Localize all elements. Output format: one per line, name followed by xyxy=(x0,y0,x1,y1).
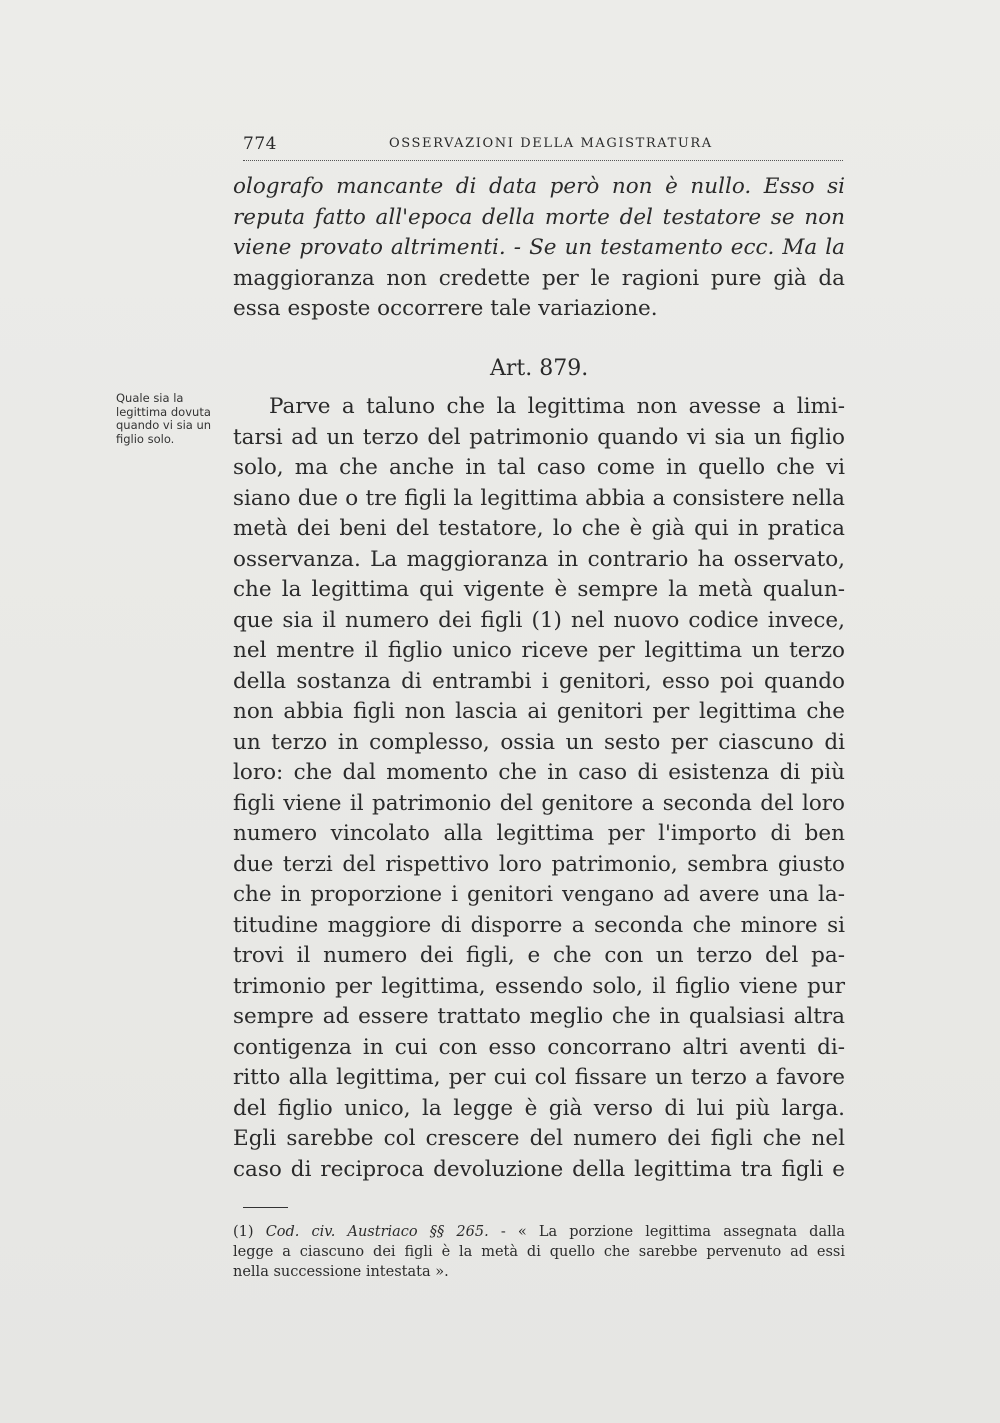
body-line: Egli sarebbe col crescere del numero dei figli che nel xyxy=(233,1126,845,1151)
body-paragraph xyxy=(233,392,845,1185)
body-line: trimonio per legittima, essendo solo, il figlio viene pur xyxy=(233,973,845,999)
body-line: metà dei beni del testatore, lo che è già qui in pratica xyxy=(233,516,845,541)
footnote xyxy=(233,1222,845,1282)
body-line: figli viene il patrimonio del genitore a seconda del loro xyxy=(233,790,845,816)
footnote-marker: (1) xyxy=(233,1224,254,1240)
body-line: sempre ad essere trattato meglio che in qualsiasi altra xyxy=(233,1004,845,1029)
intro-line: olografo mancante di data però non è nullo. Esso si xyxy=(233,174,845,199)
footnote-citation: Cod. civ. Austriaco §§ 265. xyxy=(265,1224,489,1240)
body-line: ritto alla legittima, per cui col fissare un terzo a favore xyxy=(233,1065,845,1090)
page-header xyxy=(243,134,843,160)
intro-line: maggioranza non credette per le ragioni pure già da xyxy=(233,265,845,291)
body-line: Parve a taluno che la legittima non avesse a limi- xyxy=(269,394,845,419)
body-line: siano due o tre figli la legittima abbia a consistere nella xyxy=(233,485,845,511)
body-line: non abbia figli non lascia ai genitori per legittima che xyxy=(233,699,845,724)
footnote-line: nella successione intestata ». xyxy=(233,1264,449,1280)
body-line: nel mentre il figlio unico riceve per legittima un terzo xyxy=(233,638,845,663)
body-line: due terzi del rispettivo loro patrimonio, sembra giusto xyxy=(233,851,845,877)
header-rule xyxy=(243,160,843,161)
footnote-line xyxy=(233,1222,845,1242)
body-line: trovi il numero dei figli, e che con un terzo del pa- xyxy=(233,943,845,968)
body-line: caso di reciproca devoluzione della legittima tra figli e xyxy=(233,1156,845,1182)
body-line: titudine maggiore di disporre a seconda che minore si xyxy=(233,912,845,938)
intro-line: viene provato altrimenti. - Se un testamento ecc. Ma la xyxy=(233,235,845,260)
page-number: 774 xyxy=(243,134,277,154)
body-line: contigenza in cui con esso concorrano altri aventi di- xyxy=(233,1034,845,1060)
intro-paragraph xyxy=(233,172,845,325)
running-head: OSSERVAZIONI DELLA MAGISTRATURA xyxy=(389,136,713,151)
margin-note: Quale sia la legittima dovuta quando vi sia un figlio solo. xyxy=(116,391,212,446)
body-line: un terzo in complesso, ossia un sesto per ciascuno di xyxy=(233,729,845,755)
footnote-line: legge a ciascuno dei figli è la metà di quello che sarebbe pervenuto ad essi xyxy=(233,1244,845,1260)
body-line: osservanza. La maggioranza in contrario ha osservato, xyxy=(233,546,845,572)
body-line: tarsi ad un terzo del patrimonio quando vi sia un figlio xyxy=(233,424,845,450)
body-line: che in proporzione i genitori vengano ad avere una la- xyxy=(233,882,845,907)
body-line: del figlio unico, la legge è già verso di lui più larga. xyxy=(233,1095,845,1121)
footnote-text: - « La porzione legittima assegnata dalla xyxy=(500,1224,846,1240)
body-line: loro: che dal momento che in caso di esistenza di più xyxy=(233,760,845,785)
body-line: que sia il numero dei figli (1) nel nuovo codice invece, xyxy=(233,607,845,633)
article-heading: Art. 879. xyxy=(490,356,589,381)
intro-line: essa esposte occorrere tale variazione. xyxy=(233,296,658,321)
body-line: della sostanza di entrambi i genitori, esso poi quando xyxy=(233,668,845,694)
intro-line: reputa fatto all'epoca della morte del testatore se non xyxy=(233,204,845,230)
footnote-rule xyxy=(243,1207,288,1208)
body-line: che la legittima qui vigente è sempre la metà qualun- xyxy=(233,577,845,602)
body-line: solo, ma che anche in tal caso come in quello che vi xyxy=(233,455,845,480)
body-line: numero vincolato alla legittima per l'importo di ben xyxy=(233,821,845,846)
